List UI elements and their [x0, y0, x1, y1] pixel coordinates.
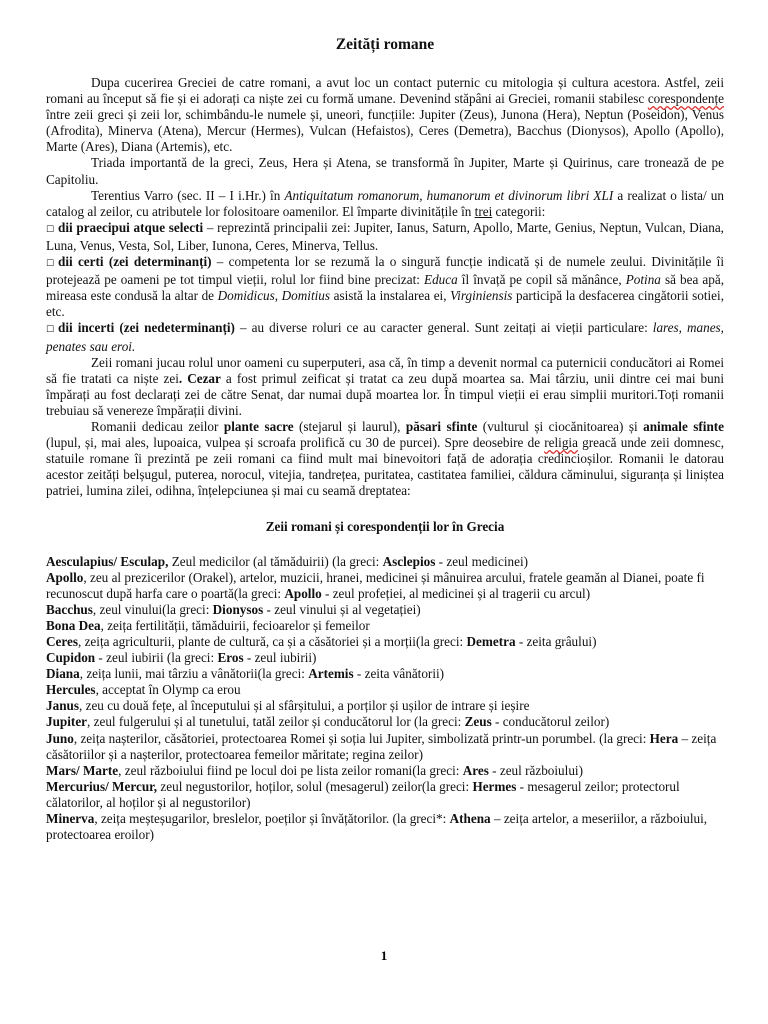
greek-name: Artemis: [308, 666, 354, 682]
document-page: [46, 36, 724, 843]
deity-name: Bona Dea: [46, 617, 101, 633]
bullet-term: dii praecipui atque selecti: [58, 219, 204, 235]
bullet-text: să bea apă, mireasa este condusă la altar de: [46, 272, 724, 304]
greek-description: - zeul vinului și al vegetației): [263, 601, 421, 617]
deity-name: Aesculapius/ Esculap,: [46, 553, 169, 569]
deity-entry: [46, 714, 724, 730]
deity-description: , acceptat în Olymp ca erou: [95, 682, 241, 698]
deity-name: Educa: [424, 272, 458, 288]
paragraph-text: Dupa cucerirea Greciei de catre romani, a avut loc un contact puternic cu mitologia și cultura acestora. Astfel, zeii romani au început să fie și ei adorați ca niște zei cu formă umane. Devenind stăpâni ai Greciei, romanii stabilesc: [46, 75, 724, 107]
deity-entry: [46, 634, 724, 650]
greek-name: Hermes: [472, 778, 517, 794]
paragraph-text: Terentius Varro (sec. II – I i.Hr.) în: [91, 187, 285, 203]
deity-entry: [46, 554, 724, 570]
deity-name: Ceres: [46, 634, 78, 649]
greek-description: - conducătorul zeilor): [491, 714, 610, 730]
deity-description: , zeul războiului fiind pe locul doi pe lista zeilor romani(la greci:: [118, 762, 463, 778]
deity-entry: [46, 763, 724, 779]
page-number: 1: [380, 948, 388, 963]
paragraph-text: a fost primul zeificat și tratat ca zeu după moartea sa. Mai târziu, unii dintre cei mai buni împărați au fost declarați zei de către Senat, dar numai după moartea lor. În timpul vieții ei erau simplii muritori.Toți romanii trebuiau să venereze împărații divini.: [46, 370, 724, 418]
deity-name: Mercurius/ Mercur,: [46, 778, 158, 794]
bullet-item-incerti: [46, 320, 724, 354]
greek-description: - zeita vânătorii): [353, 666, 445, 682]
deity-name: Cupidon: [46, 650, 96, 666]
deity-name: Juno: [46, 730, 74, 746]
bullet-text: asistă la instalarea ei,: [330, 288, 451, 304]
deity-description: , zeul vinului(la greci:: [92, 601, 213, 617]
bullet-text: – au diverse roluri ce au caracter general. Sunt zeitați ai vieții particulare:: [234, 320, 653, 336]
paragraph-sacred: [46, 419, 724, 499]
bullet-item-certi: [46, 254, 724, 320]
bullet-icon: ☐: [46, 224, 55, 235]
deity-entry: [46, 731, 724, 763]
greek-name: Dionysos: [212, 601, 264, 617]
greek-name: Ares: [462, 762, 489, 778]
greek-description: - zeul profeției, al medicinei și al tragerii cu arcul): [321, 585, 591, 601]
deity-description: , zeița lunii, mai târziu a vânătorii(la greci:: [79, 666, 309, 682]
greek-description: – zeița artelor, a meseriilor, a războiului, protectoarea eroilor): [46, 811, 708, 843]
paragraph-text: (stejarul și laurul),: [293, 418, 406, 434]
paragraph-text: Zeii romani jucau rolul unor oameni cu superputeri, asa că, în timp a devenit normal ca puternicii conducători ai Romei să fie tratati ca niște zei: [46, 354, 724, 386]
greek-description: – zeița căsătoriilor și a nașterilor, protectoarea femeilor măritate; regina zeilor): [46, 730, 717, 762]
deity-description: , zeița agriculturii, plante de cultură, ca și a căsătoriei și a morții(la greci:: [77, 634, 467, 649]
deity-name: Domidicus, Domitius: [217, 288, 331, 304]
underlined-word: corespondențe: [647, 91, 724, 107]
paragraph-text: (lupul, și, mai ales, lupoaica, vulpea și scroafa prolifică cu 30 de purcei). Spre deosebire de: [46, 435, 545, 451]
bullet-icon: ☐: [46, 325, 55, 336]
underlined-word: trei: [474, 203, 493, 219]
bullet-term: dii certi (zei determinanți): [58, 254, 212, 270]
deity-name: Virginiensis: [450, 288, 513, 304]
deity-description: , zeița nașterilor, căsătoriei, protectoarea Romei și soția lui Jupiter, simbolizată printr-un porumbel. (la greci:: [73, 730, 650, 746]
bold-term: . Cezar: [178, 370, 221, 386]
paragraph-triad: Triada importantă de la greci, Zeus, Hera și Atena, se transformă în Jupiter, Marte și Quirinus, care tronează de pe Capitoliu.: [46, 155, 724, 187]
deity-entry: [46, 602, 724, 618]
deity-entry: [46, 570, 724, 602]
bullet-icon: ☐: [46, 259, 55, 270]
bullet-term: dii incerti (zei nedeterminanți): [58, 320, 235, 336]
bullet-text: – reprezintă principalii zei: Jupiter, Ianus, Saturn, Apollo, Marte, Genius, Neptun, Vulcan, Diana, Luna, Venus, Vesta, Sol, Liber, Iunona, Ceres, Minerva, Tellus.: [46, 219, 724, 253]
bullet-italic-text: lares, manes, penates sau eroi.: [46, 320, 724, 354]
paragraph-intro: [46, 75, 724, 155]
deity-entry: [46, 682, 724, 698]
greek-name: Asclepios: [382, 553, 436, 569]
deity-description: zeul negustorilor, hoților, solul (mesagerul) zeilor(la greci:: [157, 778, 473, 794]
deity-name: Jupiter: [46, 714, 88, 730]
deity-description: Zeul medicilor (al tămăduirii) (la greci:: [168, 553, 383, 569]
paragraph-emperors: [46, 355, 724, 419]
paragraph-text: (vulturul și ciocănitoarea) și: [477, 418, 644, 434]
deity-description: , zeu cu două fețe, al începutului și al sfârșitului, a porților și ușilor de intrare și ieșire: [79, 698, 530, 714]
deity-description: , zeița meșteșugarilor, breslelor, poeților și învățătorilor. (la greci*:: [94, 811, 450, 827]
paragraph-text: a realizat o lista/ un catalog al zeilor, cu atributele lor folositoare oamenilor. El împarte divinitățile în: [46, 187, 724, 219]
greek-description: - zeul iubirii): [243, 650, 317, 666]
greek-name: Hera: [649, 730, 679, 746]
deity-name: Janus: [46, 698, 79, 714]
deity-name: Bacchus: [46, 601, 93, 617]
bold-term: plante sacre: [223, 418, 294, 434]
bullet-text: participă la desfacerea cingătorii sotiei, etc.: [46, 288, 724, 320]
greek-name: Demetra: [466, 634, 516, 649]
deity-entry: [46, 650, 724, 666]
greek-description: - zeul medicinei): [435, 553, 528, 569]
bullet-item-praecipui: [46, 220, 724, 254]
deity-entry: [46, 811, 724, 843]
deity-entry: [46, 666, 724, 682]
greek-name: Apollo: [284, 585, 322, 601]
deity-name: Diana: [46, 666, 80, 682]
bold-term: păsari sfinte: [405, 418, 478, 434]
section-heading: Zeii romani și corespondenții lor în Grecia: [265, 519, 505, 535]
greek-name: Zeus: [464, 714, 492, 730]
document-title: Zeități romane: [335, 36, 435, 53]
paragraph-text: greacă unde zeii domnesc, statuile romane îi prezintă pe zeii romani ca fiind mult mai binevoitori față de adorația credincioșilor. Romanii le datorau acestor zeități belșugul, puterea, norocul, vitejia, tandrețea, puritatea, castitatea familiei, căldura căminului, siguranța și liniștea patriei, lumina zilei, odihna, înțelepciunea și mai cu seamă dreptatea:: [46, 435, 724, 499]
bullet-text: îl învață pe copil să mănânce,: [457, 272, 626, 288]
deity-name: Potina: [625, 272, 661, 288]
deity-entry: [46, 779, 724, 811]
deity-description: , zeița fertilității, tămăduirii, fecioarelor și femeilor: [100, 617, 370, 633]
deity-entry: [46, 618, 724, 634]
deity-name: Mars/ Marte: [46, 762, 119, 778]
paragraph-varro: [46, 188, 724, 220]
deity-description: , zeu al prezicerilor (Orakel), artelor, muzicii, hranei, medicinei și mânuirea arcului, fratele geamăn al Dianei, poate fi recunoscut după harfa care o poartă(la greci:: [46, 569, 705, 601]
greek-description: - zeul războiului): [488, 762, 583, 778]
greek-name: Eros: [217, 650, 244, 666]
paragraph-text: Romanii dedicau zeilor: [91, 418, 224, 434]
book-title: Antiquitatum romanorum, humanorum et divinorum libri XLI: [284, 187, 614, 203]
deity-name: Hercules: [46, 682, 96, 698]
deity-entry: [46, 698, 724, 714]
greek-description: - zeita grâului): [515, 634, 597, 649]
deity-name: Minerva: [46, 811, 95, 827]
greek-name: Athena: [449, 811, 491, 827]
greek-description: - mesagerul zeilor; protectorul călatorilor, al hoților și al negustorilor): [46, 778, 680, 810]
deity-name: Apollo: [46, 569, 84, 585]
paragraph-text: categorii:: [492, 203, 546, 219]
bullet-text: – competenta lor se rezumă la o singură funcție indicată și de numele zeului. Divinitățile îi protejează pe oameni pe tot timpul vieții, rolul lor fiind bine precizat:: [46, 254, 724, 288]
deity-list: [46, 554, 724, 844]
bold-term: animale sfinte: [643, 418, 725, 434]
paragraph-text: între zeii greci și zeii lor, schimbându-le numele și, uneori, funcțiile: Jupiter (Zeus), Junona (Hera), Neptun (Poseidon), Venus (Afrodita), Minerva (Atena), Mercur (Hermes), Vulcan (Hefaistos), Ceres (Demetra), Bacchus (Dionysos), Apollo (Apollo), Marte (Ares), Diana (Artemis), etc.: [46, 107, 724, 155]
deity-description: - zeul iubirii (la greci:: [95, 650, 218, 666]
underlined-word: religia: [544, 435, 578, 451]
deity-description: , zeul fulgerului și al tunetului, tatăl zeilor și conducătorul lor (la greci:: [87, 714, 465, 730]
